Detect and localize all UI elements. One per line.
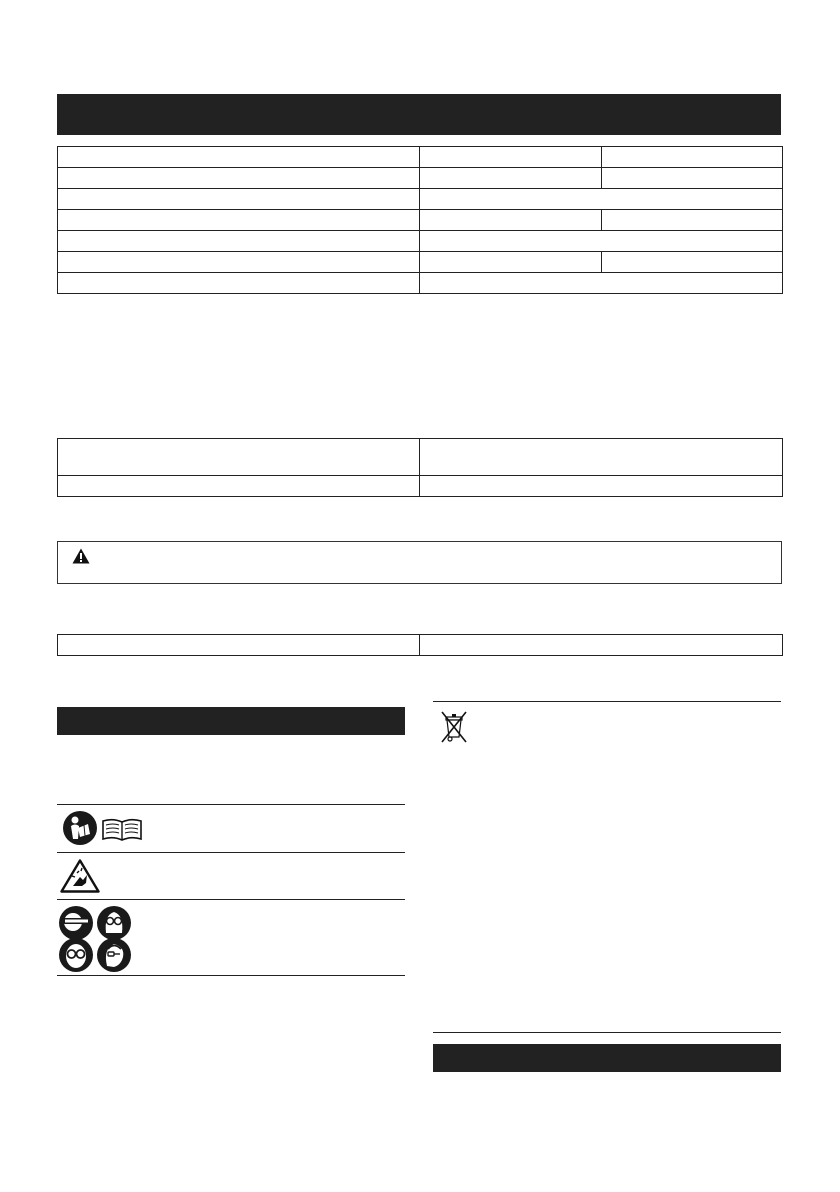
table-cell (58, 189, 420, 210)
table-cell (58, 252, 420, 273)
table-cell (58, 635, 420, 656)
table-cell (420, 147, 602, 168)
table-row (58, 252, 783, 273)
table-row (58, 231, 783, 252)
table-cell (602, 168, 783, 189)
symbols-divider (57, 852, 405, 853)
table-cell (420, 210, 602, 231)
symbols-divider (57, 804, 405, 805)
vibration-table (57, 634, 783, 656)
table-row (58, 210, 783, 231)
ear-protection-icon (96, 937, 132, 973)
table-cell (420, 231, 783, 252)
table-cell (420, 635, 783, 656)
table-cell (602, 252, 783, 273)
table-cell (420, 252, 602, 273)
table-cell (420, 439, 783, 476)
face-shield-icon (58, 905, 94, 941)
table-cell (602, 147, 783, 168)
table-row (58, 168, 783, 189)
read-manual-person-icon (62, 810, 98, 846)
table-cell (420, 476, 783, 497)
recycling-top-divider (433, 701, 781, 702)
symbols-divider (57, 899, 405, 900)
table-cell (58, 147, 420, 168)
table-cell (58, 439, 420, 476)
specifications-table (57, 146, 783, 294)
table-cell (58, 168, 420, 189)
table-row (58, 189, 783, 210)
table-cell (420, 189, 783, 210)
warning-triangle-icon (72, 548, 90, 564)
table-cell (58, 210, 420, 231)
specifications-header-bar (57, 94, 781, 135)
table-row (58, 476, 783, 497)
goggles-icon (96, 905, 132, 941)
table-cell (58, 273, 420, 294)
table-cell (602, 210, 783, 231)
symbols-divider (57, 975, 405, 976)
safety-warnings-header-bar (57, 707, 405, 735)
noise-table (57, 438, 783, 497)
right-section-header-bar (433, 1044, 781, 1072)
table-row (58, 635, 783, 656)
table-row (58, 439, 783, 476)
table-cell (58, 476, 420, 497)
table-row (58, 147, 783, 168)
recycling-bottom-divider (433, 1032, 781, 1033)
cutting-hazard-icon (60, 859, 100, 893)
table-cell (58, 231, 420, 252)
warning-box (57, 541, 782, 584)
safety-glasses-icon (58, 937, 94, 973)
table-row (58, 273, 783, 294)
table-cell (420, 273, 783, 294)
crossed-out-wheelie-bin-icon (436, 708, 472, 744)
open-book-icon (101, 818, 143, 842)
table-cell (420, 168, 602, 189)
